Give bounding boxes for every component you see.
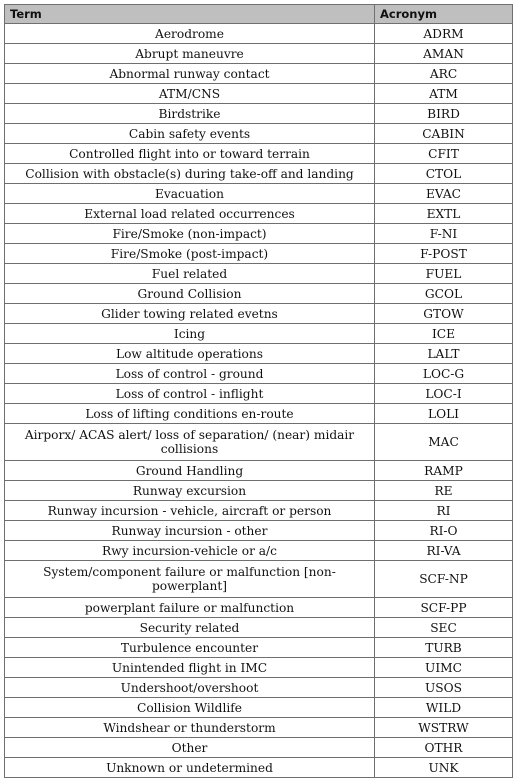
acronym-cell: ADRM <box>375 24 513 44</box>
term-cell: Loss of lifting conditions en-route <box>5 404 375 424</box>
acronym-cell: CFIT <box>375 144 513 164</box>
acronym-cell: SEC <box>375 618 513 638</box>
term-cell: Runway incursion - vehicle, aircraft or person <box>5 501 375 521</box>
term-cell: Cabin safety events <box>5 124 375 144</box>
term-cell: Ground Collision <box>5 284 375 304</box>
table-row <box>5 264 513 284</box>
term-cell: Fire/Smoke (post-impact) <box>5 244 375 264</box>
term-cell: Collision with obstacle(s) during take-off and landing <box>5 164 375 184</box>
table-row <box>5 424 513 461</box>
acronym-cell: RAMP <box>375 461 513 481</box>
table-row <box>5 718 513 738</box>
table-row <box>5 104 513 124</box>
table-row <box>5 738 513 758</box>
table-body <box>5 24 513 778</box>
acronym-cell: F-POST <box>375 244 513 264</box>
table-row <box>5 344 513 364</box>
table-row <box>5 224 513 244</box>
acronym-cell: CTOL <box>375 164 513 184</box>
table-row <box>5 521 513 541</box>
table-row <box>5 758 513 778</box>
acronym-cell: F-NI <box>375 224 513 244</box>
acronym-cell: ICE <box>375 324 513 344</box>
table-row <box>5 364 513 384</box>
term-cell: Abnormal runway contact <box>5 64 375 84</box>
table-row <box>5 244 513 264</box>
term-cell: Other <box>5 738 375 758</box>
term-cell: Unknown or undetermined <box>5 758 375 778</box>
acronym-cell: GCOL <box>375 284 513 304</box>
term-cell: System/component failure or malfunction [non-powerplant] <box>5 561 375 598</box>
table-row <box>5 44 513 64</box>
table-row <box>5 461 513 481</box>
acronym-cell: CABIN <box>375 124 513 144</box>
table-row <box>5 638 513 658</box>
table-row <box>5 324 513 344</box>
table-row <box>5 84 513 104</box>
acronym-cell: LOC-I <box>375 384 513 404</box>
term-cell: Loss of control - inflight <box>5 384 375 404</box>
term-cell: Loss of control - ground <box>5 364 375 384</box>
acronym-cell: WILD <box>375 698 513 718</box>
acronym-cell: ATM <box>375 84 513 104</box>
table-header <box>5 5 513 24</box>
term-cell: Ground Handling <box>5 461 375 481</box>
acronym-cell: OTHR <box>375 738 513 758</box>
term-cell: Abrupt maneuvre <box>5 44 375 64</box>
acronym-cell: EVAC <box>375 184 513 204</box>
term-cell: Unintended flight in IMC <box>5 658 375 678</box>
table-row <box>5 204 513 224</box>
acronym-cell: WSTRW <box>375 718 513 738</box>
acronym-cell: TURB <box>375 638 513 658</box>
term-cell: Icing <box>5 324 375 344</box>
acronym-cell: ARC <box>375 64 513 84</box>
acronym-cell: GTOW <box>375 304 513 324</box>
acronym-cell: SCF-PP <box>375 598 513 618</box>
table-row <box>5 164 513 184</box>
term-cell: External load related occurrences <box>5 204 375 224</box>
acronym-cell: MAC <box>375 424 513 461</box>
acronym-cell: RI-VA <box>375 541 513 561</box>
table-row <box>5 284 513 304</box>
term-cell: Birdstrike <box>5 104 375 124</box>
acronym-column-header: Acronym <box>375 5 513 24</box>
acronym-cell: LOC-G <box>375 364 513 384</box>
acronym-cell: AMAN <box>375 44 513 64</box>
table-row <box>5 124 513 144</box>
table-row <box>5 481 513 501</box>
table-row <box>5 618 513 638</box>
table-row <box>5 144 513 164</box>
table-row <box>5 384 513 404</box>
acronym-cell: BIRD <box>375 104 513 124</box>
acronym-cell: RI <box>375 501 513 521</box>
acronym-cell: LALT <box>375 344 513 364</box>
term-cell: Low altitude operations <box>5 344 375 364</box>
term-cell: Runway excursion <box>5 481 375 501</box>
term-cell: Fuel related <box>5 264 375 284</box>
term-cell: Rwy incursion-vehicle or a/c <box>5 541 375 561</box>
term-cell: Aerodrome <box>5 24 375 44</box>
acronym-cell: RI-O <box>375 521 513 541</box>
table-row <box>5 304 513 324</box>
acronym-cell: USOS <box>375 678 513 698</box>
table-row <box>5 404 513 424</box>
term-cell: Undershoot/overshoot <box>5 678 375 698</box>
term-cell: ATM/CNS <box>5 84 375 104</box>
term-acronym-table <box>4 4 513 778</box>
table-row <box>5 658 513 678</box>
term-cell: Glider towing related evetns <box>5 304 375 324</box>
term-cell: Airporx/ ACAS alert/ loss of separation/ (near) midair collisions <box>5 424 375 461</box>
table-row <box>5 64 513 84</box>
acronym-cell: RE <box>375 481 513 501</box>
acronym-cell: UIMC <box>375 658 513 678</box>
term-cell: Security related <box>5 618 375 638</box>
term-cell: Controlled flight into or toward terrain <box>5 144 375 164</box>
table-row <box>5 184 513 204</box>
acronym-cell: EXTL <box>375 204 513 224</box>
table-row <box>5 24 513 44</box>
table-row <box>5 698 513 718</box>
acronym-cell: SCF-NP <box>375 561 513 598</box>
table-row <box>5 561 513 598</box>
term-cell: Collision Wildlife <box>5 698 375 718</box>
acronym-cell: UNK <box>375 758 513 778</box>
term-column-header: Term <box>5 5 375 24</box>
table-row <box>5 501 513 521</box>
term-cell: Turbulence encounter <box>5 638 375 658</box>
term-cell: Fire/Smoke (non-impact) <box>5 224 375 244</box>
table-row <box>5 541 513 561</box>
acronym-cell: FUEL <box>375 264 513 284</box>
term-cell: Evacuation <box>5 184 375 204</box>
term-cell: Windshear or thunderstorm <box>5 718 375 738</box>
table-row <box>5 678 513 698</box>
term-cell: Runway incursion - other <box>5 521 375 541</box>
header-row <box>5 5 513 24</box>
acronym-cell: LOLI <box>375 404 513 424</box>
term-cell: powerplant failure or malfunction <box>5 598 375 618</box>
table-row <box>5 598 513 618</box>
